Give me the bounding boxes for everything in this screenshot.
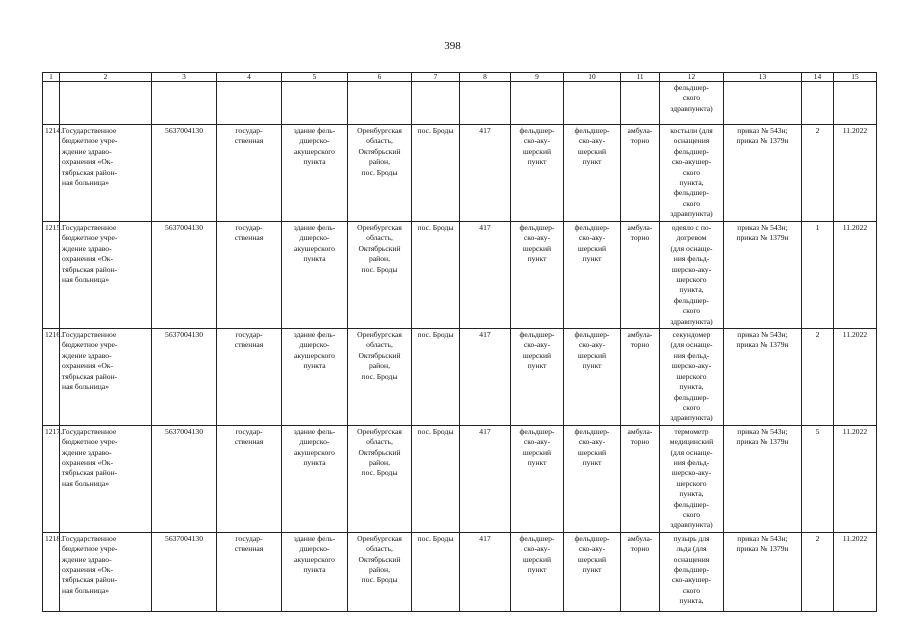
quantity-cell: 2: [802, 125, 834, 222]
column-number: 5: [282, 73, 348, 82]
orders-cell: приказ № 543н; приказ № 1379н: [724, 425, 802, 532]
row-number: 1218.: [43, 532, 60, 611]
unit-type-cell: фельдшер- ско-аку- шерский пункт: [511, 125, 564, 222]
organization-cell: Государственное бюджетное учре- ждение здраво- охранения «Ок- тябрьская район- ная больница»: [60, 125, 152, 222]
page-number: 398: [444, 40, 461, 52]
date-cell: 11.2022: [834, 425, 877, 532]
building-cell: здание фель- дшерско- акушерского пункта: [282, 222, 348, 329]
ownership-form-cell: государ- ственная: [217, 425, 282, 532]
column-number: 13: [724, 73, 802, 82]
ownership-form-cell: государ- ственная: [217, 125, 282, 222]
organization-cell: Государственное бюджетное учре- ждение здраво- охранения «Ок- тябрьская район- ная больница»: [60, 532, 152, 611]
care-mode-cell: амбула- торно: [621, 425, 660, 532]
inn-cell: 5637004130: [152, 222, 217, 329]
care-mode-cell: амбула- торно: [621, 222, 660, 329]
unit-kind-cell: фельдшер- ско-аку- шерский пункт: [564, 532, 621, 611]
settlement-cell: пос. Броды: [412, 125, 460, 222]
unit-kind-cell: фельдшер- ско-аку- шерский пункт: [564, 425, 621, 532]
column-number: 10: [564, 73, 621, 82]
settlement-cell: пос. Броды: [412, 329, 460, 426]
organization-cell: Государственное бюджетное учре- ждение здраво- охранения «Ок- тябрьская район- ная больница»: [60, 329, 152, 426]
code-cell: 417: [460, 222, 511, 329]
column-number: 1: [43, 73, 60, 82]
unit-type-cell: фельдшер- ско-аку- шерский пункт: [511, 329, 564, 426]
code-cell: 417: [460, 425, 511, 532]
ownership-form-cell: государ- ственная: [217, 329, 282, 426]
date-cell: 11.2022: [834, 125, 877, 222]
row-number: 1215.: [43, 222, 60, 329]
organization-cell: Государственное бюджетное учре- ждение здраво- охранения «Ок- тябрьская район- ная больница»: [60, 222, 152, 329]
column-number: 3: [152, 73, 217, 82]
column-number: 4: [217, 73, 282, 82]
column-number: 15: [834, 73, 877, 82]
column-number: 6: [348, 73, 412, 82]
row-number: 1214.: [43, 125, 60, 222]
quantity-cell: 2: [802, 329, 834, 426]
continuation-item-cell: фельдшер- ского здравпункта): [660, 82, 724, 125]
settlement-cell: пос. Броды: [412, 222, 460, 329]
unit-kind-cell: фельдшер- ско-аку- шерский пункт: [564, 329, 621, 426]
equipment-cell: секундомер (для оснаще- ния фельд- шерско-аку- шерского пункта, фельдшер- ского здравпункта): [660, 329, 724, 426]
equipment-cell: одеяло с по- догревом (для оснаще- ния фельд- шерско-аку- шерского пункта, фельдшер- ского здравпункта): [660, 222, 724, 329]
orders-cell: приказ № 543н; приказ № 1379н: [724, 222, 802, 329]
row-number: 1216.: [43, 329, 60, 426]
care-mode-cell: амбула- торно: [621, 329, 660, 426]
column-number: 7: [412, 73, 460, 82]
orders-cell: приказ № 543н; приказ № 1379н: [724, 532, 802, 611]
address-cell: Оренбургская область, Октябрьский район, пос. Броды: [348, 329, 412, 426]
inn-cell: 5637004130: [152, 329, 217, 426]
table-row: [43, 425, 877, 532]
inn-cell: 5637004130: [152, 125, 217, 222]
ownership-form-cell: государ- ственная: [217, 532, 282, 611]
building-cell: здание фель- дшерско- акушерского пункта: [282, 532, 348, 611]
orders-cell: приказ № 543н; приказ № 1379н: [724, 125, 802, 222]
unit-type-cell: фельдшер- ско-аку- шерский пункт: [511, 532, 564, 611]
inn-cell: 5637004130: [152, 532, 217, 611]
quantity-cell: 1: [802, 222, 834, 329]
organization-cell: Государственное бюджетное учре- ждение здраво- охранения «Ок- тябрьская район- ная больница»: [60, 425, 152, 532]
equipment-cell: пузырь для льда (для оснащения фельдшер- ско-акушер- ского пункта,: [660, 532, 724, 611]
table-row: [43, 125, 877, 222]
address-cell: Оренбургская область, Октябрьский район, пос. Броды: [348, 125, 412, 222]
code-cell: 417: [460, 125, 511, 222]
building-cell: здание фель- дшерско- акушерского пункта: [282, 329, 348, 426]
column-number: 14: [802, 73, 834, 82]
date-cell: 11.2022: [834, 222, 877, 329]
address-cell: Оренбургская область, Октябрьский район, пос. Броды: [348, 222, 412, 329]
unit-kind-cell: фельдшер- ско-аку- шерский пункт: [564, 222, 621, 329]
column-number: 12: [660, 73, 724, 82]
continuation-row: [43, 82, 877, 125]
row-number: 1217.: [43, 425, 60, 532]
equipment-cell: термометр медицинский (для оснаще- ния фельд- шерско-аку- шерского пункта, фельдшер- ского здравпункта): [660, 425, 724, 532]
settlement-cell: пос. Броды: [412, 532, 460, 611]
settlement-cell: пос. Броды: [412, 425, 460, 532]
ownership-form-cell: государ- ственная: [217, 222, 282, 329]
address-cell: Оренбургская область, Октябрьский район, пос. Броды: [348, 425, 412, 532]
date-cell: 11.2022: [834, 532, 877, 611]
building-cell: здание фель- дшерско- акушерского пункта: [282, 425, 348, 532]
column-number: 9: [511, 73, 564, 82]
table-row: [43, 329, 877, 426]
column-number: 2: [60, 73, 152, 82]
building-cell: здание фель- дшерско- акушерского пункта: [282, 125, 348, 222]
table-row: [43, 222, 877, 329]
code-cell: 417: [460, 329, 511, 426]
care-mode-cell: амбула- торно: [621, 125, 660, 222]
column-number: 8: [460, 73, 511, 82]
unit-type-cell: фельдшер- ско-аку- шерский пункт: [511, 425, 564, 532]
column-number: 11: [621, 73, 660, 82]
code-cell: 417: [460, 532, 511, 611]
unit-type-cell: фельдшер- ско-аку- шерский пункт: [511, 222, 564, 329]
register-table: [42, 72, 877, 612]
quantity-cell: 2: [802, 532, 834, 611]
date-cell: 11.2022: [834, 329, 877, 426]
orders-cell: приказ № 543н; приказ № 1379н: [724, 329, 802, 426]
care-mode-cell: амбула- торно: [621, 532, 660, 611]
address-cell: Оренбургская область, Октябрьский район, пос. Броды: [348, 532, 412, 611]
column-number-row: [43, 73, 877, 82]
equipment-cell: костыли (для оснащения фельдшер- ско-акушер- ского пункта, фельдшер- ского здравпункта): [660, 125, 724, 222]
quantity-cell: 5: [802, 425, 834, 532]
inn-cell: 5637004130: [152, 425, 217, 532]
table-row: [43, 532, 877, 611]
unit-kind-cell: фельдшер- ско-аку- шерский пункт: [564, 125, 621, 222]
